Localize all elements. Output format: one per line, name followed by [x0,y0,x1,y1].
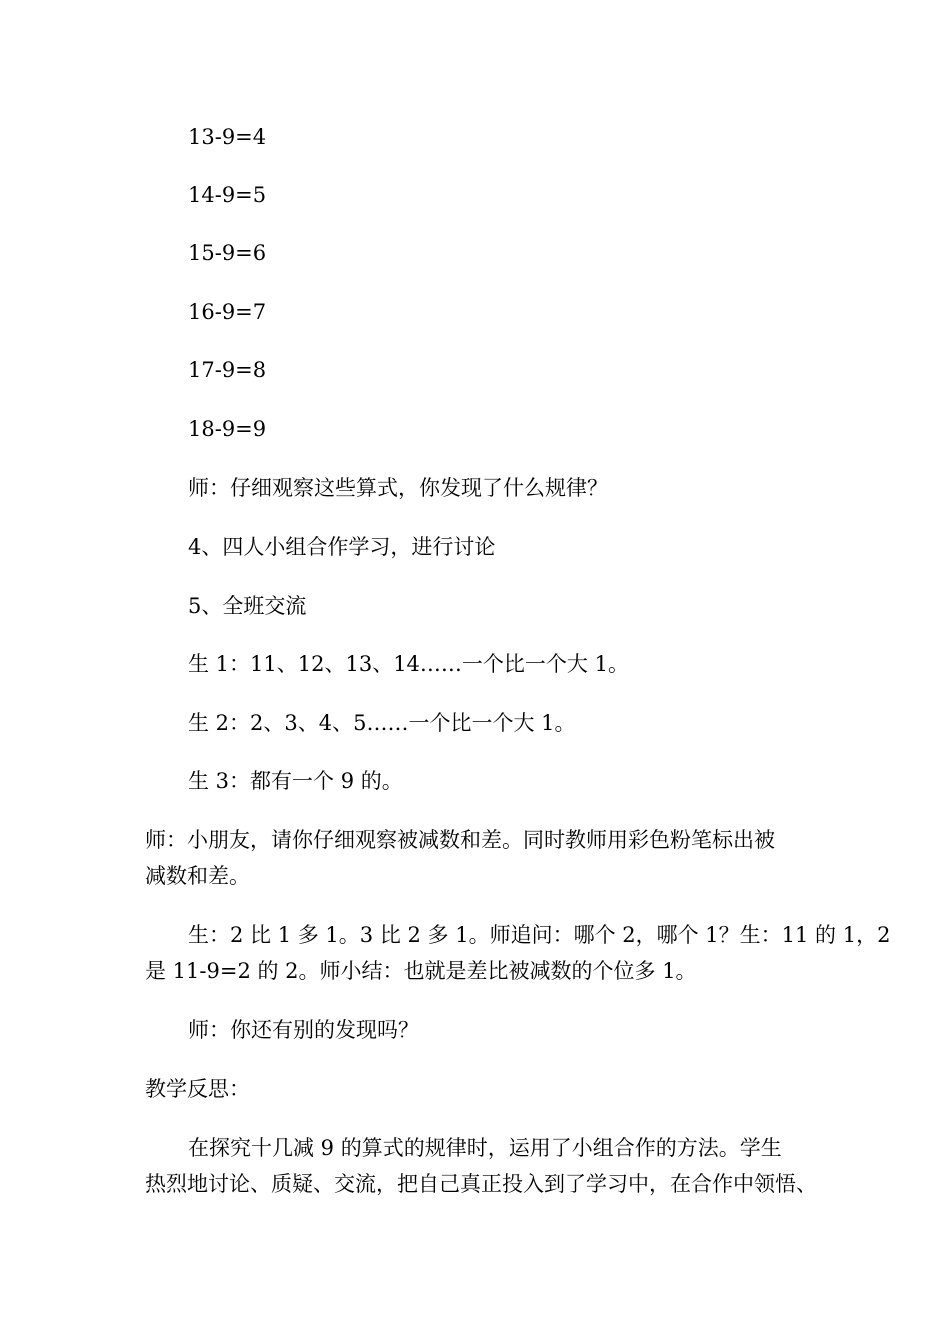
equation-line: 18-9=9 [188,417,267,441]
teacher-question: 师：仔细观察这些算式，你发现了什么规律？ [188,476,608,500]
student-3-answer: 生 3：都有一个 9 的。 [188,769,403,793]
teacher-followup: 师：你还有别的发现吗？ [188,1018,419,1042]
reflection-paragraph-line-1: 在探究十几减 9 的算式的规律时，运用了小组合作的方法。学生 [188,1136,782,1160]
step-5-text: 5、全班交流 [188,594,307,618]
teacher-instruction-line-1: 师：小朋友，请你仔细观察被减数和差。同时教师用彩色粉笔标出被 [145,828,775,852]
equation-line: 14-9=5 [188,183,267,207]
reflection-paragraph-line-2: 热烈地讨论、质疑、交流，把自己真正投入到了学习中，在合作中领悟、 [145,1172,817,1196]
equation-line: 16-9=7 [188,300,267,324]
reflection-heading: 教学反思： [145,1077,250,1101]
equation-line: 15-9=6 [188,241,267,265]
dialogue-line-1: 生：2 比 1 多 1。3 比 2 多 1。师追问：哪个 2，哪个 1？生：11 的 1，2 [188,923,891,947]
teacher-instruction-line-2: 减数和差。 [145,864,250,888]
equation-line: 17-9=8 [188,358,267,382]
dialogue-line-2: 是 11-9=2 的 2。师小结：也就是差比被减数的个位多 1。 [145,959,697,983]
student-1-answer: 生 1：11、12、13、14……一个比一个大 1。 [188,652,629,676]
step-4-text: 4、四人小组合作学习，进行讨论 [188,535,496,559]
student-2-answer: 生 2：2、3、4、5……一个比一个大 1。 [188,711,576,735]
equation-line: 13-9=4 [188,125,267,149]
